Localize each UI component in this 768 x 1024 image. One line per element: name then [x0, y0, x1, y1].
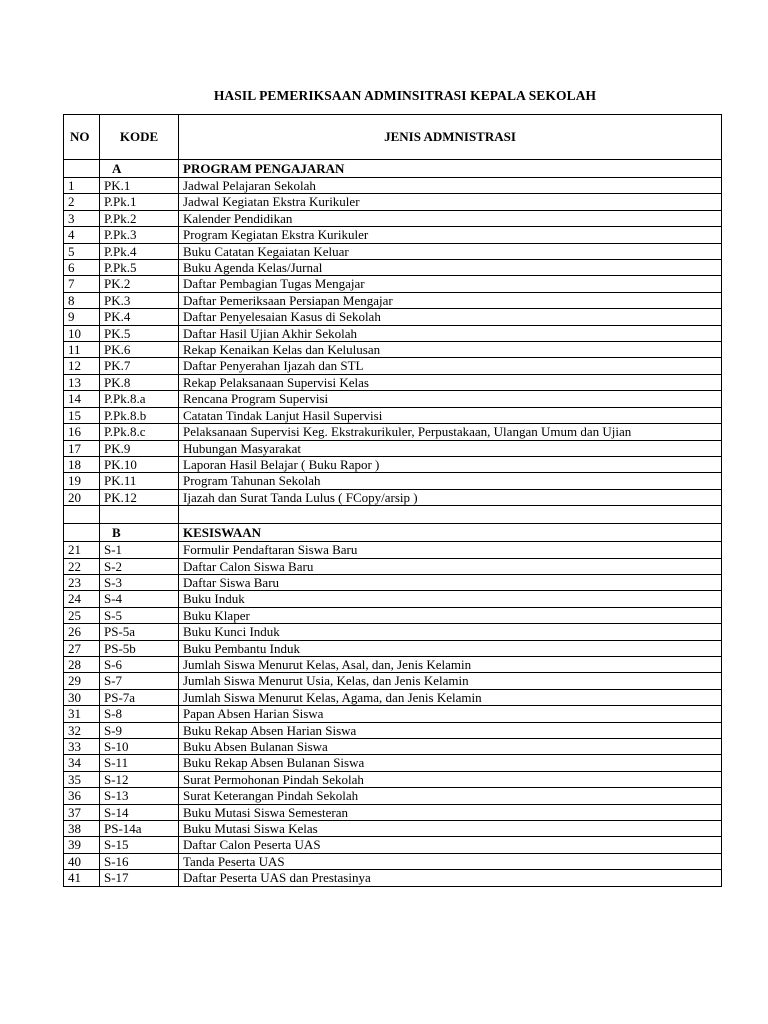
row-jenis: Daftar Siswa Baru: [179, 574, 722, 590]
row-jenis: Surat Permohonan Pindah Sekolah: [179, 771, 722, 787]
row-jenis: Kalender Pendidikan: [179, 210, 722, 226]
row-no: 26: [64, 624, 100, 640]
table-row: [64, 689, 722, 705]
row-kode: PS-5b: [100, 640, 179, 656]
row-kode: PS-14a: [100, 821, 179, 837]
table-row: [64, 788, 722, 804]
row-kode: P.Pk.5: [100, 260, 179, 276]
table-row: [64, 391, 722, 407]
row-jenis: Buku Induk: [179, 591, 722, 607]
table-row: [64, 673, 722, 689]
row-kode: S-15: [100, 837, 179, 853]
table-row: [64, 210, 722, 226]
row-jenis: Buku Kunci Induk: [179, 624, 722, 640]
table-row: [64, 837, 722, 853]
table-header-row: [64, 115, 722, 160]
row-kode: P.Pk.8.a: [100, 391, 179, 407]
table-row: [64, 542, 722, 558]
row-jenis: Buku Rekap Absen Bulanan Siswa: [179, 755, 722, 771]
row-jenis: Buku Mutasi Siswa Semesteran: [179, 804, 722, 820]
row-no: 20: [64, 489, 100, 505]
row-no: 38: [64, 821, 100, 837]
row-kode: P.Pk.8.b: [100, 407, 179, 423]
row-jenis: Buku Absen Bulanan Siswa: [179, 739, 722, 755]
row-kode: S-4: [100, 591, 179, 607]
section-header-row: [64, 524, 722, 542]
table-row: [64, 755, 722, 771]
row-kode: S-10: [100, 739, 179, 755]
row-kode: PK.5: [100, 325, 179, 341]
row-no: 36: [64, 788, 100, 804]
row-kode: PK.1: [100, 178, 179, 194]
row-no: 41: [64, 870, 100, 886]
row-no: 14: [64, 391, 100, 407]
row-jenis: Daftar Calon Peserta UAS: [179, 837, 722, 853]
table-row: [64, 227, 722, 243]
table-row: [64, 456, 722, 472]
header-no: NO: [64, 115, 100, 160]
row-jenis: Buku Mutasi Siswa Kelas: [179, 821, 722, 837]
row-kode: S-7: [100, 673, 179, 689]
row-kode: PK.3: [100, 292, 179, 308]
table-row: [64, 489, 722, 505]
row-jenis: Jumlah Siswa Menurut Kelas, Asal, dan, Jenis Kelamin: [179, 656, 722, 672]
row-jenis: Program Kegiatan Ekstra Kurikuler: [179, 227, 722, 243]
row-no: 9: [64, 309, 100, 325]
table-row: [64, 473, 722, 489]
table-row: [64, 771, 722, 787]
row-kode: S-3: [100, 574, 179, 590]
row-no: 27: [64, 640, 100, 656]
row-no: 18: [64, 456, 100, 472]
row-jenis: Jadwal Kegiatan Ekstra Kurikuler: [179, 194, 722, 210]
row-kode: S-1: [100, 542, 179, 558]
section-name: KESISWAAN: [179, 524, 722, 542]
table-row: [64, 374, 722, 390]
blank-cell-no: [64, 506, 100, 524]
table-row: [64, 342, 722, 358]
row-kode: S-5: [100, 607, 179, 623]
row-jenis: Daftar Peserta UAS dan Prestasinya: [179, 870, 722, 886]
row-no: 22: [64, 558, 100, 574]
row-no: 28: [64, 656, 100, 672]
table-row: [64, 640, 722, 656]
row-jenis: Buku Rekap Absen Harian Siswa: [179, 722, 722, 738]
row-jenis: Jumlah Siswa Menurut Usia, Kelas, dan Jenis Kelamin: [179, 673, 722, 689]
row-kode: PK.6: [100, 342, 179, 358]
row-jenis: Buku Pembantu Induk: [179, 640, 722, 656]
section-letter: A: [100, 160, 179, 178]
table-row: [64, 739, 722, 755]
row-kode: S-9: [100, 722, 179, 738]
row-kode: S-12: [100, 771, 179, 787]
blank-cell-kode: [100, 506, 179, 524]
row-kode: P.Pk.1: [100, 194, 179, 210]
row-kode: S-8: [100, 706, 179, 722]
row-kode: PK.12: [100, 489, 179, 505]
table-row: [64, 194, 722, 210]
row-no: 4: [64, 227, 100, 243]
section-name: PROGRAM PENGAJARAN: [179, 160, 722, 178]
row-no: 23: [64, 574, 100, 590]
blank-row: [64, 506, 722, 524]
table-row: [64, 440, 722, 456]
table-row: [64, 607, 722, 623]
table-row: [64, 591, 722, 607]
row-kode: P.Pk.2: [100, 210, 179, 226]
table-row: [64, 292, 722, 308]
row-kode: PS-5a: [100, 624, 179, 640]
row-no: 12: [64, 358, 100, 374]
row-jenis: Rencana Program Supervisi: [179, 391, 722, 407]
table-row: [64, 853, 722, 869]
table-row: [64, 804, 722, 820]
row-no: 2: [64, 194, 100, 210]
row-jenis: Daftar Penyerahan Ijazah dan STL: [179, 358, 722, 374]
row-jenis: Daftar Calon Siswa Baru: [179, 558, 722, 574]
table-row: [64, 325, 722, 341]
row-no: 40: [64, 853, 100, 869]
row-no: 30: [64, 689, 100, 705]
header-kode: KODE: [100, 115, 179, 160]
section-no-cell: [64, 160, 100, 178]
row-no: 25: [64, 607, 100, 623]
row-kode: S-16: [100, 853, 179, 869]
row-no: 31: [64, 706, 100, 722]
row-jenis: Buku Catatan Kegaiatan Keluar: [179, 243, 722, 259]
row-jenis: Jadwal Pelajaran Sekolah: [179, 178, 722, 194]
row-kode: PK.4: [100, 309, 179, 325]
row-jenis: Hubungan Masyarakat: [179, 440, 722, 456]
row-jenis: Jumlah Siswa Menurut Kelas, Agama, dan Jenis Kelamin: [179, 689, 722, 705]
row-jenis: Laporan Hasil Belajar ( Buku Rapor ): [179, 456, 722, 472]
table-row: [64, 558, 722, 574]
row-kode: S-11: [100, 755, 179, 771]
row-jenis: Formulir Pendaftaran Siswa Baru: [179, 542, 722, 558]
row-no: 34: [64, 755, 100, 771]
row-jenis: Ijazah dan Surat Tanda Lulus ( FCopy/arsip ): [179, 489, 722, 505]
row-jenis: Daftar Pemeriksaan Persiapan Mengajar: [179, 292, 722, 308]
row-no: 11: [64, 342, 100, 358]
row-jenis: Rekap Kenaikan Kelas dan Kelulusan: [179, 342, 722, 358]
row-no: 39: [64, 837, 100, 853]
row-kode: P.Pk.4: [100, 243, 179, 259]
table-row: [64, 624, 722, 640]
row-no: 16: [64, 424, 100, 440]
row-kode: S-14: [100, 804, 179, 820]
section-no-cell: [64, 524, 100, 542]
row-jenis: Surat Keterangan Pindah Sekolah: [179, 788, 722, 804]
table-body: [64, 115, 722, 887]
row-jenis: Tanda Peserta UAS: [179, 853, 722, 869]
row-jenis: Pelaksanaan Supervisi Keg. Ekstrakurikuler, Perpustakaan, Ulangan Umum dan Ujian: [179, 424, 722, 440]
row-no: 15: [64, 407, 100, 423]
row-no: 7: [64, 276, 100, 292]
row-kode: PK.9: [100, 440, 179, 456]
table-row: [64, 870, 722, 886]
row-kode: PS-7a: [100, 689, 179, 705]
row-no: 8: [64, 292, 100, 308]
row-no: 33: [64, 739, 100, 755]
header-jenis: JENIS ADMNISTRASI: [179, 115, 722, 160]
row-kode: P.Pk.8.c: [100, 424, 179, 440]
row-no: 1: [64, 178, 100, 194]
row-no: 24: [64, 591, 100, 607]
table-row: [64, 260, 722, 276]
row-no: 32: [64, 722, 100, 738]
row-kode: P.Pk.3: [100, 227, 179, 243]
table-row: [64, 574, 722, 590]
row-no: 19: [64, 473, 100, 489]
table-row: [64, 358, 722, 374]
section-header-row: [64, 160, 722, 178]
row-no: 13: [64, 374, 100, 390]
document-title: HASIL PEMERIKSAAN ADMINSITRASI KEPALA SEKOLAH: [213, 88, 597, 103]
administration-table: [63, 114, 722, 887]
table-row: [64, 656, 722, 672]
table-row: [64, 424, 722, 440]
table-row: [64, 706, 722, 722]
row-no: 10: [64, 325, 100, 341]
table-row: [64, 243, 722, 259]
row-kode: PK.7: [100, 358, 179, 374]
row-no: 17: [64, 440, 100, 456]
row-no: 37: [64, 804, 100, 820]
table-row: [64, 276, 722, 292]
blank-cell-jenis: [179, 506, 722, 524]
row-no: 5: [64, 243, 100, 259]
table-row: [64, 722, 722, 738]
row-kode: S-6: [100, 656, 179, 672]
row-jenis: Program Tahunan Sekolah: [179, 473, 722, 489]
row-jenis: Daftar Hasil Ujian Akhir Sekolah: [179, 325, 722, 341]
row-kode: PK.8: [100, 374, 179, 390]
row-kode: PK.2: [100, 276, 179, 292]
table-row: [64, 821, 722, 837]
row-jenis: Buku Klaper: [179, 607, 722, 623]
row-no: 29: [64, 673, 100, 689]
row-no: 6: [64, 260, 100, 276]
row-no: 3: [64, 210, 100, 226]
section-letter: B: [100, 524, 179, 542]
row-jenis: Daftar Penyelesaian Kasus di Sekolah: [179, 309, 722, 325]
row-no: 21: [64, 542, 100, 558]
row-kode: PK.10: [100, 456, 179, 472]
table-row: [64, 309, 722, 325]
row-kode: S-17: [100, 870, 179, 886]
table-row: [64, 178, 722, 194]
row-kode: PK.11: [100, 473, 179, 489]
row-jenis: Catatan Tindak Lanjut Hasil Supervisi: [179, 407, 722, 423]
row-kode: S-13: [100, 788, 179, 804]
row-jenis: Buku Agenda Kelas/Jurnal: [179, 260, 722, 276]
row-no: 35: [64, 771, 100, 787]
row-kode: S-2: [100, 558, 179, 574]
row-jenis: Daftar Pembagian Tugas Mengajar: [179, 276, 722, 292]
table-row: [64, 407, 722, 423]
row-jenis: Rekap Pelaksanaan Supervisi Kelas: [179, 374, 722, 390]
row-jenis: Papan Absen Harian Siswa: [179, 706, 722, 722]
